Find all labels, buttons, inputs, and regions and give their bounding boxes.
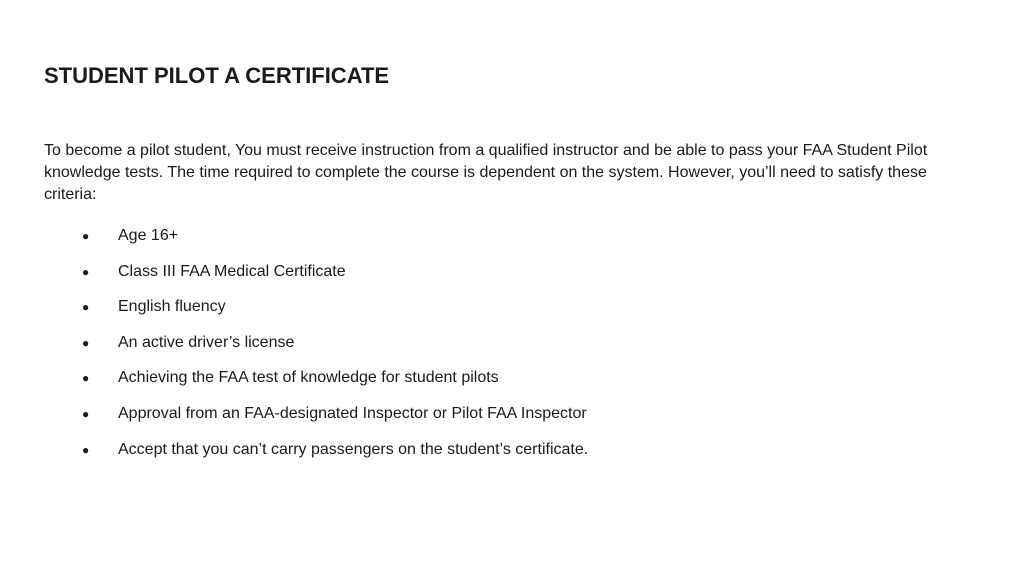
bullet-icon: ● [82, 406, 90, 421]
criteria-item-text: Class III FAA Medical Certificate [118, 262, 346, 280]
criteria-item-text: Age 16+ [118, 227, 179, 244]
criteria-item-text: An active driver’s license [118, 333, 295, 351]
bullet-icon: ● [82, 300, 90, 315]
criteria-item-text: Achieving the FAA test of knowledge for student pilots [118, 369, 499, 387]
bullet-icon: ● [82, 442, 90, 457]
slide-title: STUDENT PILOT A CERTIFICATE [44, 63, 390, 88]
bullet-icon: ● [82, 335, 90, 350]
bullet-icon: ● [82, 371, 90, 386]
intro-paragraph: To become a pilot student, You must receive instruction from a qualified instructor and be able to pass your FAA Student Pilot knowledge tests. The time required to complete the course is dependent on the system. However, you’ll need to satisfy these criteria: [44, 142, 928, 203]
bullet-icon: ● [82, 264, 90, 279]
criteria-item-text: Accept that you can’t carry passengers on the student’s certificate. [118, 440, 589, 458]
criteria-item-text: English fluency [118, 298, 226, 316]
bullet-icon: ● [82, 229, 90, 243]
criteria-item-text: Approval from an FAA-designated Inspector or Pilot FAA Inspector [118, 404, 587, 422]
